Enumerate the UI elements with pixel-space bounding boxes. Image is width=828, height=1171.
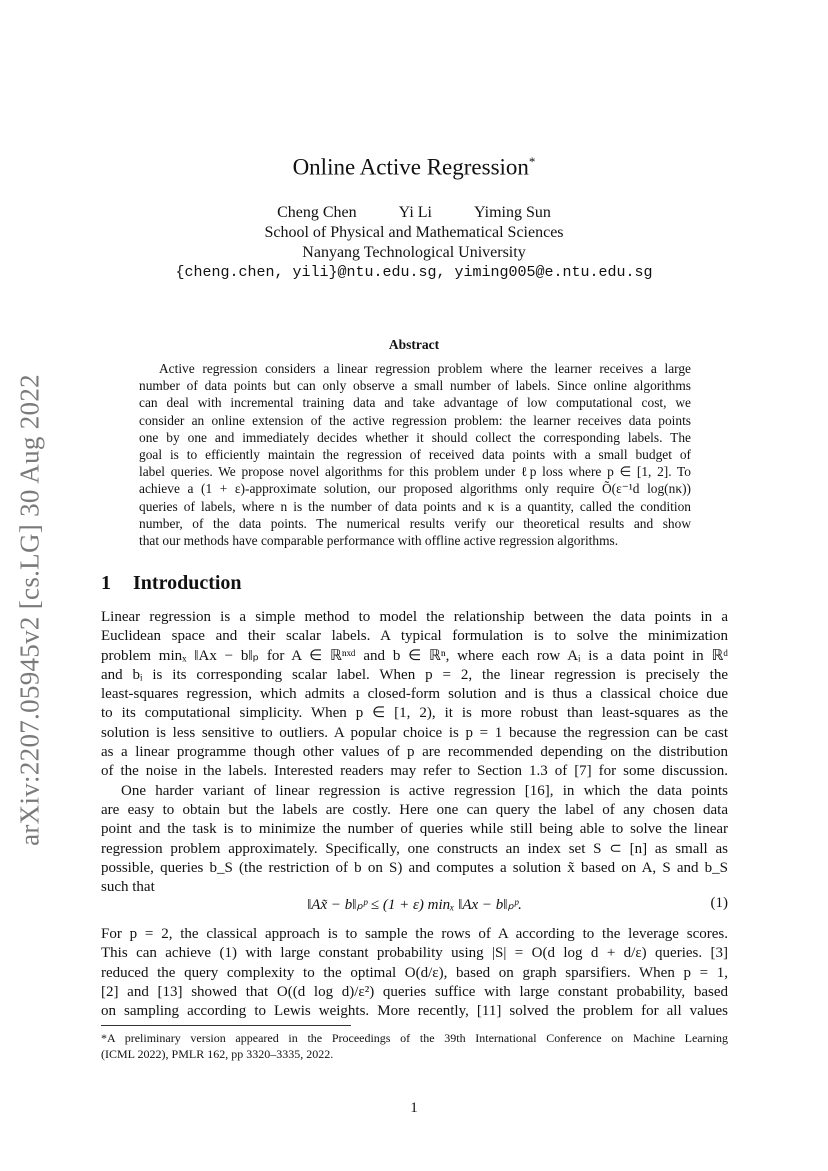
body-line: are easy to obtain but the labels are costly. Here one can query the label of any chosen data	[101, 801, 728, 818]
footnote-divider	[101, 1025, 351, 1026]
introduction-body-continued	[101, 925, 728, 1021]
equation-number: (1)	[710, 895, 728, 911]
abstract-line: queries of labels, where n is the number of data points and κ is a quantity, called the condition	[139, 498, 691, 514]
body-line: possible, queries b_S (the restriction of b on S) and computes a solution x̃ based on A, S and b_S	[101, 859, 728, 876]
title-footnote-mark: *	[528, 154, 536, 169]
author-names	[0, 203, 828, 223]
body-line: as a linear programme though other values of p are recommended depending on the distribution	[101, 744, 728, 761]
body-line: [2] and [13] showed that O((d log d)/ε²) queries suffice with large constant probability, based	[101, 983, 728, 1000]
body-line: and bᵢ is its corresponding scalar label. When p = 2, the linear regression is precisely the	[101, 666, 728, 683]
abstract-line: Active regression considers a linear regression problem where the learner receives a large	[159, 361, 691, 376]
abstract-line: goal is to efficiently maintain the regression of received data points with a small budget of	[139, 446, 691, 462]
equation-1	[101, 895, 728, 915]
equation-text: ‖Ax̃ − b‖ₚᵖ ≤ (1 + ε) minₓ ‖Ax − b‖ₚᵖ.	[307, 897, 522, 913]
body-line: to its computational simplicity. When p ∈ [1, 2), it is more robust than least-squares as the	[101, 705, 728, 722]
introduction-body	[101, 608, 728, 897]
body-line: For p = 2, the classical approach is to sample the rows of A according to the leverage scores.	[101, 926, 728, 942]
arxiv-stamp	[10, 360, 50, 860]
section-number: 1	[101, 572, 111, 594]
body-line: such that	[101, 879, 155, 896]
author-emails: {cheng.chen, yili}@ntu.edu.sg, yiming005@e.ntu.edu.sg	[175, 264, 653, 281]
author-name: Yi Li	[398, 204, 432, 221]
paper-title	[0, 154, 828, 181]
abstract-line: achieve a (1 + ε)-approximate solution, our proposed algorithms only require Õ(ε⁻¹d log(nκ))	[139, 481, 691, 497]
arxiv-stamp-text: arXiv:2207.05945v2 [cs.LG] 30 Aug 2022	[14, 374, 45, 846]
author-name: Cheng Chen	[277, 204, 357, 221]
body-line: point and the task is to minimize the number of queries while still being able to solve the linear	[101, 821, 728, 838]
abstract-line: label queries. We propose novel algorithms for this problem under ℓp loss where p ∈ [1, 2]. To	[139, 464, 691, 480]
abstract-body	[139, 360, 691, 549]
body-line: on sampling according to Lewis weights. More recently, [11] solved the problem for all values	[101, 1003, 728, 1020]
author-name: Yiming Sun	[473, 204, 551, 221]
abstract-line: consider an online extension of the active regression problem: the learner receives data points	[139, 412, 691, 428]
body-line: least-squares regression, which admits a closed-form solution and is thus a classical choice due	[101, 686, 728, 703]
abstract-line: number of data points but can only observe a small number of labels. Since online algorithms	[139, 378, 691, 394]
body-line: Euclidean space and their scalar labels. A typical formulation is to solve the minimization	[101, 628, 728, 645]
body-line: reduced the query complexity to the optimal O(d/ε), based on graph sparsifiers. When p = 1,	[101, 964, 728, 981]
body-line: Linear regression is a simple method to model the relationship between the data points in a	[101, 609, 728, 625]
abstract-line: one by one and immediately decides whether it should collect the corresponding labels. The	[139, 429, 691, 445]
section-title: Introduction	[133, 572, 242, 594]
body-line: problem minₓ ‖Ax − b‖ₚ for A ∈ ℝⁿˣᵈ and b ∈ ℝⁿ, where each row Aᵢ is a data point in ℝᵈ	[101, 647, 728, 664]
affiliation-university: Nanyang Technological University	[302, 244, 526, 261]
abstract-line: number, of the data points. The numerical results verify our theoretical results and show	[139, 515, 691, 531]
author-block	[0, 203, 828, 283]
page-number: 1	[410, 1100, 418, 1116]
paper-title-text: Online Active Regression	[292, 154, 529, 180]
abstract-line: that our methods have comparable performance with offline active regression algorithms.	[139, 532, 619, 548]
abstract-heading: Abstract	[388, 337, 440, 352]
abstract-line: can deal with incremental training data and take advantage of low computational cost, we	[139, 395, 691, 411]
body-line: of the noise in the labels. Interested readers may refer to Section 1.3 of [7] for some discussion.	[101, 763, 728, 780]
body-line: solution is less sensitive to outliers. A popular choice is p = 1 because the regression can be cast	[101, 724, 728, 741]
affiliation-school: School of Physical and Mathematical Sciences	[264, 224, 564, 241]
footnote-line: *A preliminary version appeared in the Proceedings of the 39th International Conference on Machine Learning	[101, 1031, 728, 1045]
body-line: regression problem approximately. Specifically, one constructs an index set S ⊂ [n] as small as	[101, 840, 728, 857]
section-heading	[101, 572, 242, 595]
footnote-line: (ICML 2022), PMLR 162, pp 3320–3335, 2022.	[101, 1047, 334, 1061]
body-line: This can achieve (1) with large constant probability using |S| = O(d log d + d/ε) queries. [3]	[101, 945, 728, 962]
body-line: One harder variant of linear regression is active regression [16], in which the data points	[121, 782, 728, 799]
footnote	[101, 1030, 728, 1062]
